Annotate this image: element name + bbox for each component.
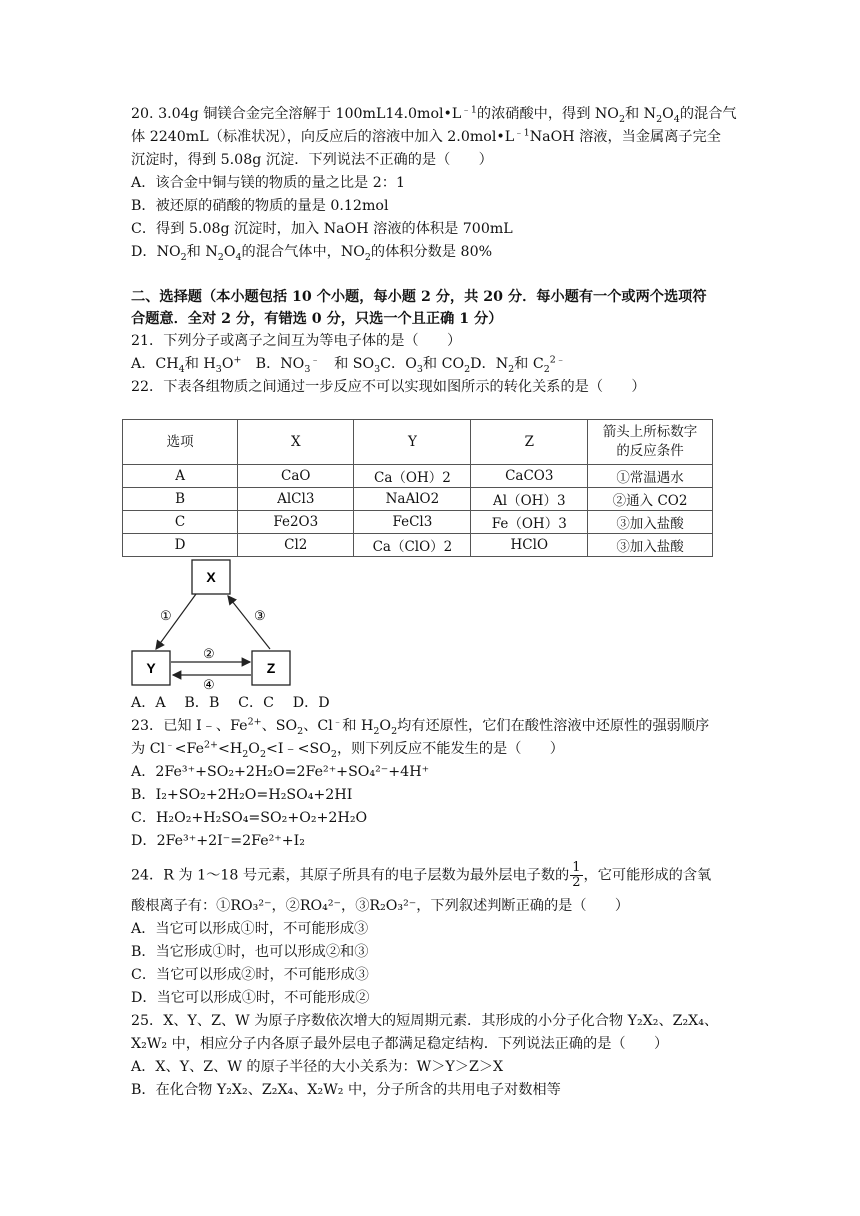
- q22-options-table: [122, 419, 713, 557]
- q20-line1: 20. 3.04g 铜镁合金完全溶解于 $100mL14.0mol•L^{﹣1}$的浓硝酸中，得到 $NO_2$和 $N_2O_4$的混合气: [131, 104, 737, 125]
- conversion-diagram: [130, 558, 310, 692]
- q23-option-d: D．2Fe³⁺+2I⁻=2Fe²⁺+I₂: [131, 833, 305, 849]
- cell-condition: ②通入 CO2: [588, 488, 713, 511]
- q20-option-d: D．$NO_2$和 $N_2O_4$的混合气体中，$NO_2$的体积分数是 80%: [131, 244, 493, 263]
- q24-line1: 24．R 为 1～18 号元素，其原子所具有的电子层数为最外层电子数的 $\frac{1}{2}$ ，它可能形成的含氧: [131, 860, 712, 890]
- q23-option-a: A．2Fe³⁺+SO₂+2H₂O=2Fe²⁺+SO₄²⁻+4H⁺: [131, 764, 430, 780]
- q24-option-b: B．当它形成①时，也可以形成②和③: [131, 944, 369, 960]
- q24-option-d: D．当它可以形成①时，不可能形成②: [131, 990, 370, 1006]
- header-z: Z: [471, 420, 588, 465]
- table-row: [123, 465, 713, 488]
- q24-option-a: A．当它可以形成①时，不可能形成③: [131, 921, 369, 937]
- table-row: [123, 511, 713, 534]
- cell-y: Ca（OH）2: [354, 465, 471, 488]
- q21-options: A．$CH_4$和 $H_3O^+$ B．$NO_3^﹣$ 和 $SO_3C$．$O_3$和 $CO_2D$．$N_2$和 $C_2^{2﹣}$: [131, 354, 566, 375]
- q25-option-a: A．X、Y、Z、W 的原子半径的大小关系为：W＞Y＞Z＞X: [131, 1059, 504, 1075]
- cell-option: B: [123, 488, 238, 511]
- q20-line3: 沉淀时，得到 5.08g 沉淀．下列说法不正确的是（ ）: [131, 152, 493, 168]
- cell-z: CaCO3: [471, 465, 588, 488]
- cell-z: Fe（OH）3: [471, 511, 588, 534]
- section2-heading-line2: 合题意．全对 2 分，有错选 0 分，只选一个且正确 1 分）: [131, 311, 503, 327]
- table-header-row: [123, 420, 713, 465]
- cell-y: NaAlO2: [354, 488, 471, 511]
- cell-x: Cl2: [238, 534, 354, 557]
- q22-answer-options: A．A B．B C．C D．D: [131, 695, 330, 711]
- cell-condition: ①常温遇水: [588, 465, 713, 488]
- cell-option: C: [123, 511, 238, 534]
- cell-condition: ③加入盐酸: [588, 534, 713, 557]
- section2-heading-line1: 二、选择题（本小题包括 10 个小题，每小题 2 分，共 20 分．每小题有一个或两个选项符: [131, 289, 707, 305]
- q20-option-b: B．被还原的硝酸的物质的量是 0.12mol: [131, 198, 389, 214]
- cell-y: Ca（ClO）2: [354, 534, 471, 557]
- cell-option: D: [123, 534, 238, 557]
- q20-line2: 体 2240mL（标准状况），向反应后的溶液中加入 $2.0mol•L^{﹣1}NaOH$ 溶液，当金属离子完全: [131, 127, 721, 145]
- table-row: [123, 488, 713, 511]
- cell-z: HClO: [471, 534, 588, 557]
- q24-option-c: C．当它可以形成②时，不可能形成③: [131, 967, 369, 983]
- fraction-one-half: $\frac{1}{2}$: [572, 860, 581, 890]
- q20-option-a: A．该合金中铜与镁的物质的量之比是 2：1: [131, 175, 405, 191]
- q25-line1: 25．X、Y、Z、W 为原子序数依次增大的短周期元素．其形成的小分子化合物 Y₂X₂、Z₂X₄、: [131, 1013, 719, 1029]
- label-3: ③: [254, 609, 266, 624]
- table-row: [123, 534, 713, 557]
- cell-x: AlCl3: [238, 488, 354, 511]
- q23-option-b: B．I₂+SO₂+2H₂O=H₂SO₄+2HI: [131, 787, 353, 803]
- q25-line2: X₂W₂ 中，相应分子内各原子最外层电子都满足稳定结构．下列说法正确的是（ ）: [131, 1036, 669, 1052]
- header-x: X: [238, 420, 354, 465]
- q23-line2: 为 $Cl^﹣<Fe^{2+}<H_2O_2<I﹣<SO_2$，则下列反应不能发生的是（ ）: [131, 739, 564, 760]
- node-x-label: X: [206, 569, 216, 585]
- q23-line1: 23．已知 I﹣、$Fe^{2+}$、$SO_2$、Cl﹣和 $H_2O_2$均有还原性，它们在酸性溶液中还原性的强弱顺序: [131, 716, 710, 737]
- label-4: ④: [203, 678, 215, 692]
- header-y: Y: [354, 420, 471, 465]
- cell-condition: ③加入盐酸: [588, 511, 713, 534]
- cell-y: FeCl3: [354, 511, 471, 534]
- q24-line2: 酸根离子有：①RO₃²⁻，②RO₄²⁻，③R₂O₃²⁻，下列叙述判断正确的是（ ）: [131, 898, 630, 914]
- cell-z: Al（OH）3: [471, 488, 588, 511]
- cell-x: Fe2O3: [238, 511, 354, 534]
- label-2: ②: [203, 647, 215, 662]
- node-z-label: Z: [266, 660, 276, 676]
- cell-x: CaO: [238, 465, 354, 488]
- node-y-label: Y: [146, 660, 156, 676]
- q21-stem: 21．下列分子或离子之间互为等电子体的是（ ）: [131, 333, 462, 349]
- q20-option-c: C．得到 5.08g 沉淀时，加入 NaOH 溶液的体积是 700mL: [131, 221, 513, 237]
- q23-option-c: C．H₂O₂+H₂SO₄=SO₂+O₂+2H₂O: [131, 810, 368, 826]
- q22-stem: 22．下表各组物质之间通过一步反应不可以实现如图所示的转化关系的是（ ）: [131, 379, 646, 395]
- header-condition: 箭头上所标数字的反应条件: [588, 420, 713, 465]
- q25-option-b: B．在化合物 Y₂X₂、Z₂X₄、X₂W₂ 中，分子所含的共用电子对数相等: [131, 1082, 561, 1098]
- label-1: ①: [160, 609, 172, 624]
- cell-option: A: [123, 465, 238, 488]
- header-option: 选项: [123, 420, 238, 465]
